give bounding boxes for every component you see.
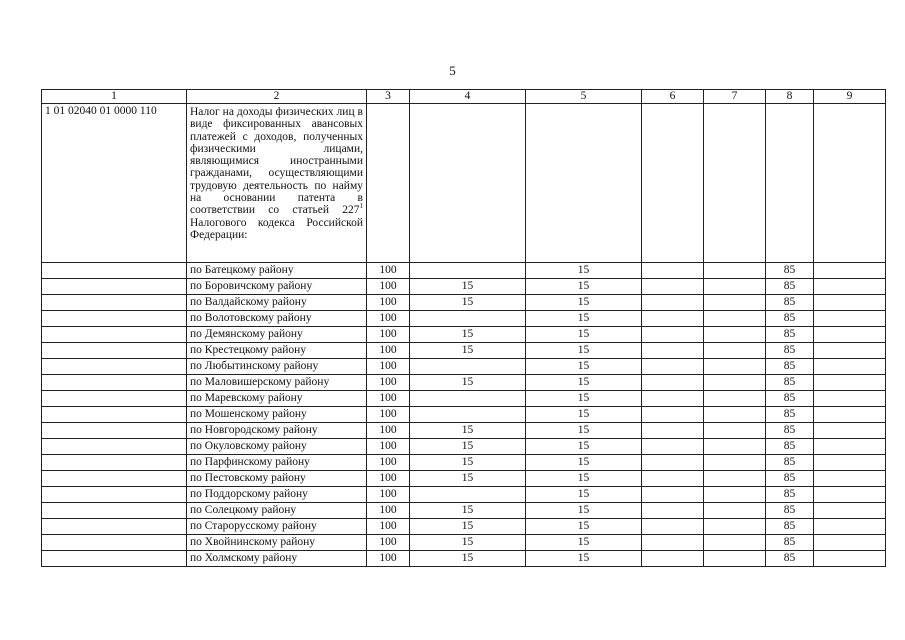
value-col-3: 100 — [367, 327, 410, 343]
value-col-6 — [642, 423, 704, 439]
value-col-8: 85 — [766, 487, 814, 503]
code-cell — [42, 519, 187, 535]
value-col-3: 100 — [367, 439, 410, 455]
value-col-6 — [642, 487, 704, 503]
table-row — [42, 535, 886, 551]
table-row — [42, 519, 886, 535]
table-cell — [704, 104, 766, 263]
value-col-4 — [410, 359, 526, 375]
value-col-6 — [642, 455, 704, 471]
value-col-9 — [814, 263, 886, 279]
value-col-5: 15 — [526, 295, 642, 311]
code-cell — [42, 311, 187, 327]
value-col-3: 100 — [367, 503, 410, 519]
value-col-9 — [814, 279, 886, 295]
table-row — [42, 359, 886, 375]
column-header: 7 — [704, 90, 766, 104]
value-col-8: 85 — [766, 359, 814, 375]
value-col-6 — [642, 263, 704, 279]
value-col-6 — [642, 503, 704, 519]
value-col-9 — [814, 551, 886, 567]
value-col-9 — [814, 295, 886, 311]
value-col-7 — [704, 311, 766, 327]
value-col-3: 100 — [367, 471, 410, 487]
code-cell — [42, 407, 187, 423]
value-col-9 — [814, 327, 886, 343]
value-col-8: 85 — [766, 471, 814, 487]
value-col-7 — [704, 279, 766, 295]
value-col-6 — [642, 359, 704, 375]
value-col-3: 100 — [367, 343, 410, 359]
code-cell — [42, 295, 187, 311]
value-col-5: 15 — [526, 551, 642, 567]
district-name: по Любытинскому району — [187, 359, 367, 375]
value-col-7 — [704, 519, 766, 535]
value-col-8: 85 — [766, 519, 814, 535]
value-col-9 — [814, 471, 886, 487]
code-cell — [42, 423, 187, 439]
value-col-6 — [642, 295, 704, 311]
value-col-3: 100 — [367, 535, 410, 551]
value-col-6 — [642, 327, 704, 343]
value-col-8: 85 — [766, 423, 814, 439]
district-name: по Маловишерскому району — [187, 375, 367, 391]
value-col-3: 100 — [367, 423, 410, 439]
value-col-4: 15 — [410, 423, 526, 439]
code-cell — [42, 375, 187, 391]
value-col-4: 15 — [410, 455, 526, 471]
value-col-5: 15 — [526, 279, 642, 295]
value-col-3: 100 — [367, 311, 410, 327]
value-col-9 — [814, 535, 886, 551]
value-col-7 — [704, 295, 766, 311]
value-col-9 — [814, 487, 886, 503]
value-col-5: 15 — [526, 519, 642, 535]
value-col-8: 85 — [766, 327, 814, 343]
value-col-6 — [642, 279, 704, 295]
value-col-9 — [814, 455, 886, 471]
value-col-3: 100 — [367, 279, 410, 295]
value-col-4: 15 — [410, 471, 526, 487]
value-col-4: 15 — [410, 375, 526, 391]
table-row — [42, 487, 886, 503]
column-header: 6 — [642, 90, 704, 104]
value-col-8: 85 — [766, 263, 814, 279]
district-name: по Волотовскому району — [187, 311, 367, 327]
value-col-5: 15 — [526, 471, 642, 487]
value-col-4: 15 — [410, 503, 526, 519]
value-col-3: 100 — [367, 295, 410, 311]
budget-classification-code: 1 01 02040 01 0000 110 — [42, 104, 187, 263]
district-name: по Поддорскому району — [187, 487, 367, 503]
code-cell — [42, 327, 187, 343]
value-col-5: 15 — [526, 407, 642, 423]
code-cell — [42, 471, 187, 487]
column-header: 5 — [526, 90, 642, 104]
table-row — [42, 407, 886, 423]
code-cell — [42, 343, 187, 359]
value-col-7 — [704, 439, 766, 455]
district-name: по Пестовскому району — [187, 471, 367, 487]
value-col-5: 15 — [526, 263, 642, 279]
table-row — [42, 471, 886, 487]
code-cell — [42, 263, 187, 279]
value-col-4: 15 — [410, 327, 526, 343]
value-col-4 — [410, 311, 526, 327]
district-name: по Холмскому району — [187, 551, 367, 567]
value-col-9 — [814, 359, 886, 375]
value-col-7 — [704, 503, 766, 519]
district-name: по Парфинскому району — [187, 455, 367, 471]
value-col-7 — [704, 359, 766, 375]
value-col-3: 100 — [367, 359, 410, 375]
table-row — [42, 391, 886, 407]
table-row — [42, 423, 886, 439]
value-col-7 — [704, 391, 766, 407]
code-cell — [42, 487, 187, 503]
tax-description-text: Налог на доходы физических лиц в виде фиксированных авансовых платежей с доходов, полученных физическими лицами, являющимися иностранными гражданами, осуществляющими трудовую деятельность по найму на основании патента в соответствии со статьей 227 — [190, 106, 363, 217]
district-name: по Новгородскому району — [187, 423, 367, 439]
value-col-4 — [410, 391, 526, 407]
district-name: по Окуловскому району — [187, 439, 367, 455]
code-cell — [42, 279, 187, 295]
value-col-6 — [642, 311, 704, 327]
code-cell — [42, 439, 187, 455]
district-name: по Мошенскому району — [187, 407, 367, 423]
value-col-4: 15 — [410, 519, 526, 535]
value-col-7 — [704, 263, 766, 279]
district-name: по Демянскому району — [187, 327, 367, 343]
value-col-5: 15 — [526, 423, 642, 439]
table-row — [42, 375, 886, 391]
table-cell — [410, 104, 526, 263]
value-col-9 — [814, 503, 886, 519]
table-cell — [642, 104, 704, 263]
district-name: по Солецкому району — [187, 503, 367, 519]
value-col-6 — [642, 551, 704, 567]
value-col-7 — [704, 471, 766, 487]
code-cell — [42, 551, 187, 567]
district-name: по Валдайскому району — [187, 295, 367, 311]
table-cell — [814, 104, 886, 263]
value-col-6 — [642, 343, 704, 359]
code-cell — [42, 391, 187, 407]
value-col-7 — [704, 407, 766, 423]
value-col-4: 15 — [410, 439, 526, 455]
value-col-4: 15 — [410, 551, 526, 567]
value-col-4 — [410, 407, 526, 423]
table-row — [42, 327, 886, 343]
value-col-8: 85 — [766, 279, 814, 295]
table-row — [42, 279, 886, 295]
value-col-3: 100 — [367, 487, 410, 503]
value-col-5: 15 — [526, 439, 642, 455]
value-col-3: 100 — [367, 263, 410, 279]
value-col-5: 15 — [526, 487, 642, 503]
district-name: по Батецкому району — [187, 263, 367, 279]
value-col-8: 85 — [766, 503, 814, 519]
value-col-6 — [642, 407, 704, 423]
column-header: 1 — [42, 90, 187, 104]
value-col-3: 100 — [367, 551, 410, 567]
district-name: по Старорусскому району — [187, 519, 367, 535]
district-name: по Хвойнинскому району — [187, 535, 367, 551]
value-col-4: 15 — [410, 295, 526, 311]
value-col-5: 15 — [526, 311, 642, 327]
code-cell — [42, 455, 187, 471]
code-cell — [42, 503, 187, 519]
value-col-9 — [814, 407, 886, 423]
table-row — [42, 263, 886, 279]
value-col-6 — [642, 471, 704, 487]
value-col-7 — [704, 487, 766, 503]
column-header: 2 — [187, 90, 367, 104]
value-col-9 — [814, 375, 886, 391]
code-cell — [42, 535, 187, 551]
value-col-8: 85 — [766, 407, 814, 423]
value-col-8: 85 — [766, 343, 814, 359]
budget-table — [41, 89, 886, 567]
value-col-8: 85 — [766, 455, 814, 471]
value-col-4 — [410, 263, 526, 279]
value-col-9 — [814, 391, 886, 407]
value-col-6 — [642, 535, 704, 551]
table-row — [42, 503, 886, 519]
column-number-row — [42, 90, 886, 104]
column-header: 8 — [766, 90, 814, 104]
value-col-3: 100 — [367, 519, 410, 535]
page-number: 5 — [449, 63, 456, 78]
value-col-5: 15 — [526, 455, 642, 471]
table-cell — [766, 104, 814, 263]
value-col-3: 100 — [367, 391, 410, 407]
value-col-4: 15 — [410, 535, 526, 551]
table-row — [42, 551, 886, 567]
value-col-7 — [704, 535, 766, 551]
district-name: по Боровичскому району — [187, 279, 367, 295]
value-col-6 — [642, 391, 704, 407]
value-col-7 — [704, 375, 766, 391]
value-col-5: 15 — [526, 391, 642, 407]
value-col-5: 15 — [526, 343, 642, 359]
value-col-7 — [704, 455, 766, 471]
value-col-3: 100 — [367, 455, 410, 471]
value-col-8: 85 — [766, 391, 814, 407]
table-row — [42, 311, 886, 327]
value-col-3: 100 — [367, 407, 410, 423]
tax-description-text-end: Налогового кодекса Российской Федерации: — [190, 216, 363, 241]
value-col-5: 15 — [526, 535, 642, 551]
table-row — [42, 439, 886, 455]
value-col-5: 15 — [526, 503, 642, 519]
value-col-6 — [642, 439, 704, 455]
value-col-8: 85 — [766, 439, 814, 455]
value-col-7 — [704, 343, 766, 359]
value-col-9 — [814, 311, 886, 327]
district-name: по Маревскому району — [187, 391, 367, 407]
table-row — [42, 455, 886, 471]
district-name: по Крестецкому району — [187, 343, 367, 359]
table-cell — [367, 104, 410, 263]
value-col-6 — [642, 519, 704, 535]
value-col-8: 85 — [766, 375, 814, 391]
value-col-9 — [814, 343, 886, 359]
value-col-7 — [704, 327, 766, 343]
value-col-8: 85 — [766, 535, 814, 551]
value-col-7 — [704, 551, 766, 567]
column-header: 9 — [814, 90, 886, 104]
tax-description — [187, 104, 367, 263]
column-header: 4 — [410, 90, 526, 104]
table-row — [42, 343, 886, 359]
value-col-4: 15 — [410, 279, 526, 295]
value-col-8: 85 — [766, 311, 814, 327]
value-col-3: 100 — [367, 375, 410, 391]
table-cell — [526, 104, 642, 263]
value-col-4 — [410, 487, 526, 503]
value-col-5: 15 — [526, 375, 642, 391]
value-col-9 — [814, 423, 886, 439]
value-col-6 — [642, 375, 704, 391]
value-col-5: 15 — [526, 359, 642, 375]
value-col-9 — [814, 439, 886, 455]
value-col-4: 15 — [410, 343, 526, 359]
main-row — [42, 104, 886, 263]
value-col-7 — [704, 423, 766, 439]
value-col-8: 85 — [766, 295, 814, 311]
value-col-5: 15 — [526, 327, 642, 343]
table-row — [42, 295, 886, 311]
value-col-8: 85 — [766, 551, 814, 567]
value-col-9 — [814, 519, 886, 535]
code-cell — [42, 359, 187, 375]
column-header: 3 — [367, 90, 410, 104]
article-superscript: 1 — [359, 202, 363, 211]
